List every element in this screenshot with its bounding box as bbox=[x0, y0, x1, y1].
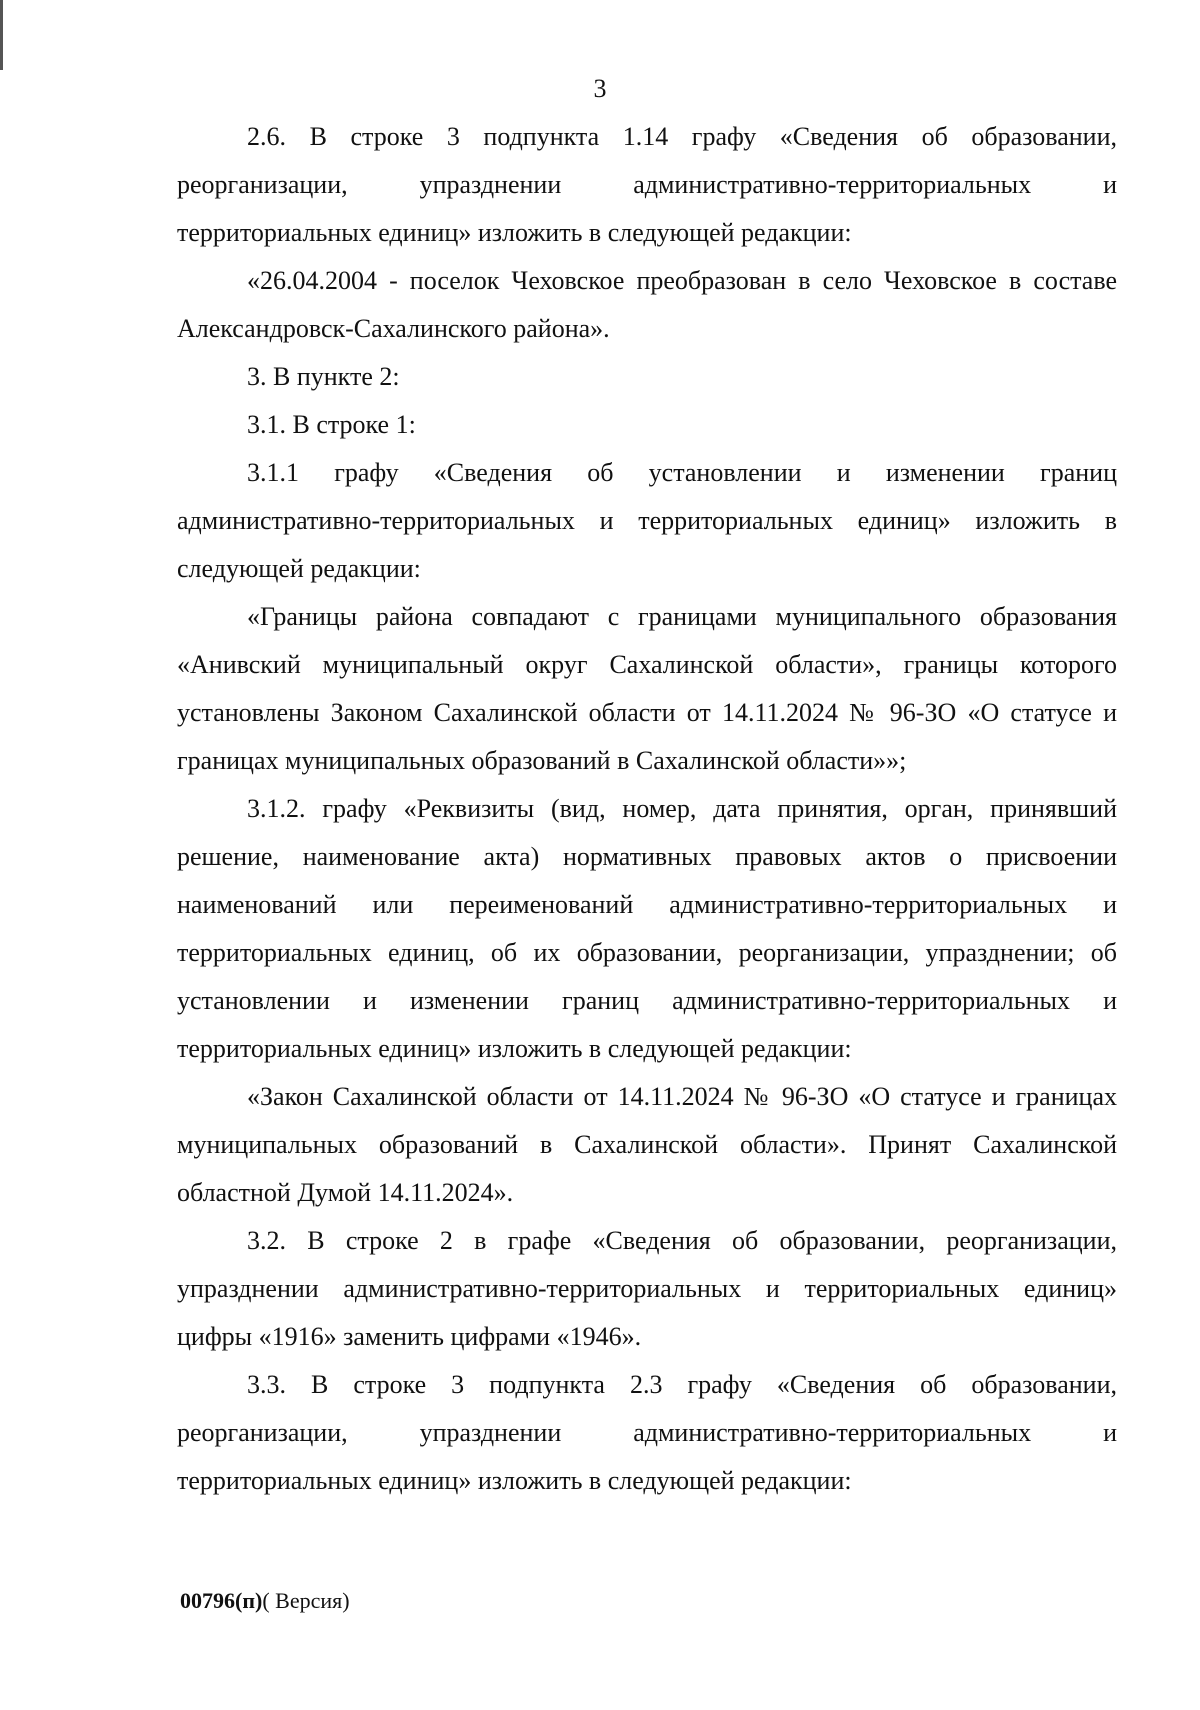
paragraph-3-1: 3.1. В строке 1: bbox=[247, 410, 416, 439]
document-code: 00796(п) bbox=[180, 1588, 263, 1613]
paragraph-2-6-text: «26.04.2004 - поселок Чеховское преобразован в село Чеховское в составе Александровск-Сахалинского района». bbox=[177, 266, 1117, 343]
document-version: ( Версия) bbox=[262, 1588, 350, 1613]
document-footer bbox=[180, 1588, 350, 1614]
paragraph-3-2: 3.2. В строке 2 в графе «Сведения об образовании, реорганизации, упразднении административно-территориальных и территориальных единиц» цифры «1916» заменить цифрами «1946». bbox=[177, 1226, 1117, 1351]
page-number: 3 bbox=[593, 74, 607, 103]
paragraph-3-3: 3.3. В строке 3 подпункта 2.3 графу «Сведения об образовании, реорганизации, упразднении административно-территориальных и территориальных единиц» изложить в следующей редакции: bbox=[177, 1370, 1117, 1495]
paragraph-3-1-2-text: «Закон Сахалинской области от 14.11.2024 № 96-ЗО «О статусе и границах муниципальных образований в Сахалинской области». Принят Сахалинской областной Думой 14.11.2024». bbox=[177, 1082, 1117, 1207]
document-body bbox=[177, 113, 1117, 1505]
paragraph-3: 3. В пункте 2: bbox=[247, 362, 400, 391]
paragraph-3-1-1-text: «Границы района совпадают с границами муниципального образования «Анивский муниципальный округ Сахалинской области», границы которого установлены Законом Сахалинской области от 14.11.2024 № 96-ЗО «О статусе и границах муниципальных образований в Сахалинской области»»; bbox=[177, 602, 1117, 775]
paragraph-2-6: 2.6. В строке 3 подпункта 1.14 графу «Сведения об образовании, реорганизации, упразднении административно-территориальных и территориальных единиц» изложить в следующей редакции: bbox=[177, 122, 1117, 247]
paragraph-3-1-1: 3.1.1 графу «Сведения об установлении и изменении границ административно-территориальных и территориальных единиц» изложить в следующей редакции: bbox=[177, 458, 1117, 583]
scan-edge-mark bbox=[0, 0, 3, 70]
paragraph-3-1-2: 3.1.2. графу «Реквизиты (вид, номер, дата принятия, орган, принявший решение, наименование акта) нормативных правовых актов о присвоении наименований или переименований административно-территориальных и территориальных единиц, об их образовании, реорганизации, упразднении; об установлении и изменении границ административно-территориальных и территориальных единиц» изложить в следующей редакции: bbox=[177, 794, 1117, 1063]
